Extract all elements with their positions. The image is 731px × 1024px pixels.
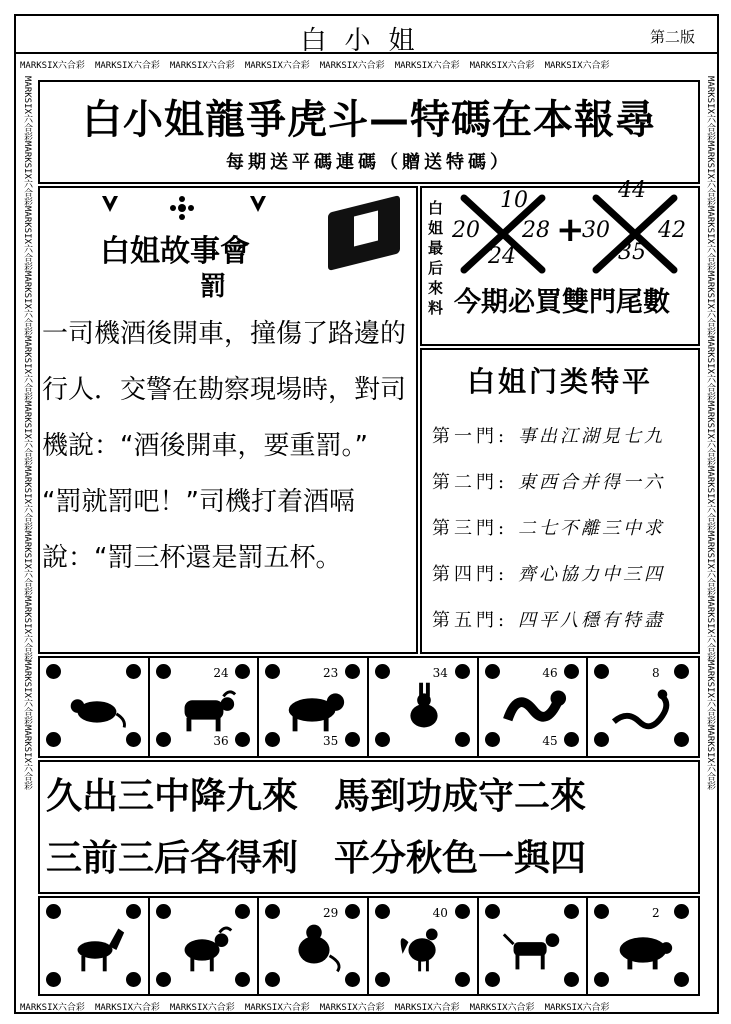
- watermark-text: MARKSIX六合彩: [705, 465, 715, 531]
- watermark-text: MARKSIX六合彩: [22, 465, 32, 531]
- number-ball-icon: [594, 972, 609, 987]
- zodiac-cell: [150, 898, 260, 994]
- number-ball-icon: [265, 732, 280, 747]
- number-item: 10: [500, 188, 528, 213]
- number-ball-icon: [594, 664, 609, 679]
- watermark-text: MARKSIX六合彩: [394, 1003, 460, 1013]
- zodiac-cell: [369, 898, 479, 994]
- watermark-text: MARKSIX六合彩: [169, 61, 235, 71]
- zodiac-cell: [150, 658, 260, 756]
- zodiac-number: 34: [432, 666, 448, 680]
- zodiac-cell: [588, 898, 698, 994]
- number-ball-icon: [455, 904, 470, 919]
- rooster-icon: [389, 920, 459, 976]
- zodiac-number: 8: [651, 666, 660, 680]
- watermark-text: MARKSIX六合彩: [705, 76, 715, 141]
- number-ball-icon: [156, 972, 171, 987]
- watermark-text: MARKSIX六合彩: [705, 400, 715, 466]
- rat-icon: [60, 680, 130, 736]
- number-ball-icon: [235, 904, 250, 919]
- number-ball-icon: [345, 664, 360, 679]
- watermark-strip-bottom: [20, 1000, 710, 1014]
- door-label: 第三門:: [432, 518, 509, 539]
- number-ball-icon: [46, 664, 61, 679]
- door-value: 齊心協力中三四: [518, 564, 665, 585]
- story-title: 白姐故事會: [100, 234, 250, 269]
- watermark-text: MARKSIX六合彩: [394, 61, 460, 71]
- dog-icon: [498, 920, 568, 976]
- headline-subtitle: 每期送平碼連碼（贈送特碼）: [226, 152, 512, 173]
- number-item: 24: [488, 244, 516, 269]
- number-ball-icon: [126, 904, 141, 919]
- number-ball-icon: [46, 972, 61, 987]
- door-row: [432, 418, 665, 452]
- watermark-text: MARKSIX六合彩: [544, 61, 610, 71]
- zodiac-cell: [259, 658, 369, 756]
- watermark-strip-left: [20, 76, 34, 996]
- zodiac-cell: [369, 658, 479, 756]
- tiger-icon: [279, 680, 349, 736]
- number-ball-icon: [594, 732, 609, 747]
- number-ball-icon: [485, 972, 500, 987]
- zodiac-number: 24: [213, 666, 229, 680]
- number-ball-icon: [375, 904, 390, 919]
- zodiac-cell: [40, 898, 150, 994]
- watermark-text: MARKSIX六合彩: [22, 660, 32, 726]
- flower-decoration-icon: [100, 192, 300, 226]
- number-ball-icon: [375, 664, 390, 679]
- watermark-text: MARKSIX六合彩: [20, 1003, 85, 1013]
- number-item: 28: [522, 218, 550, 243]
- door-value: 四平八穩有特盡: [518, 610, 665, 631]
- watermark-text: MARKSIX六合彩: [22, 400, 32, 466]
- door-label: 第一門:: [432, 426, 509, 447]
- doors-title: 白姐门类特平: [466, 365, 653, 398]
- horse-icon: [60, 920, 130, 976]
- door-label: 第四門:: [432, 564, 509, 585]
- number-item: 42: [658, 218, 686, 243]
- number-ball-icon: [345, 904, 360, 919]
- zodiac-number: 45: [542, 734, 558, 748]
- numbers-label: 白姐最后來料: [428, 199, 444, 317]
- number-ball-icon: [485, 664, 500, 679]
- number-ball-icon: [235, 664, 250, 679]
- number-ball-icon: [375, 732, 390, 747]
- number-ball-icon: [674, 664, 689, 679]
- watermark-strip-top: [20, 58, 710, 72]
- zodiac-number: 46: [542, 666, 558, 680]
- zodiac-row-bottom: [38, 896, 700, 996]
- poem-line: 久出三中降九來 馬到功成守二來: [46, 776, 587, 817]
- watermark-text: MARKSIX六合彩: [705, 530, 715, 596]
- watermark-text: MARKSIX六合彩: [469, 61, 535, 71]
- zodiac-number: 36: [213, 734, 229, 748]
- numbers-tip: 今期必買雙門尾數: [454, 287, 670, 318]
- watermark-text: MARKSIX六合彩: [22, 335, 32, 401]
- watermark-text: MARKSIX六合彩: [319, 61, 385, 71]
- door-row: [432, 464, 665, 498]
- zodiac-number: 40: [432, 906, 448, 920]
- watermark-text: MARKSIX六合彩: [544, 1003, 610, 1013]
- zodiac-number: 2: [651, 906, 660, 920]
- number-ball-icon: [594, 904, 609, 919]
- number-item: 35: [618, 240, 646, 265]
- zodiac-row-top: [38, 656, 700, 758]
- watermark-text: MARKSIX六合彩: [705, 205, 715, 271]
- book-icon: [328, 195, 400, 271]
- number-item: 30: [582, 218, 610, 243]
- edition-label: 第二版: [649, 28, 695, 46]
- door-value: 事出江湖見七九: [518, 426, 665, 447]
- zodiac-cell: [588, 658, 698, 756]
- snake-icon: [608, 680, 678, 736]
- numbers-box: [420, 178, 700, 346]
- number-ball-icon: [375, 972, 390, 987]
- number-ball-icon: [485, 904, 500, 919]
- number-ball-icon: [265, 904, 280, 919]
- watermark-strip-right: [703, 76, 717, 996]
- story-box: [38, 186, 418, 654]
- number-ball-icon: [156, 664, 171, 679]
- door-label: 第五門:: [432, 610, 509, 631]
- rabbit-icon: [389, 680, 459, 736]
- zodiac-number: 23: [322, 666, 339, 680]
- zodiac-cell: [479, 658, 589, 756]
- number-ball-icon: [156, 732, 171, 747]
- monkey-icon: [279, 920, 349, 976]
- door-row: [432, 602, 665, 636]
- zodiac-number: 29: [322, 906, 339, 920]
- watermark-text: MARKSIX六合彩: [705, 595, 715, 661]
- door-row: [432, 510, 665, 544]
- watermark-text: MARKSIX六合彩: [705, 140, 715, 206]
- watermark-text: MARKSIX六合彩: [705, 725, 715, 791]
- headline-box: [38, 80, 700, 184]
- zodiac-number: 35: [322, 734, 339, 748]
- door-value: 東西合并得一六: [518, 472, 665, 493]
- door-value: 二七不離三中求: [518, 518, 665, 539]
- story-text: 一司機酒後開車，撞傷了路邊的行人．交警在勘察現場時，對司機說：“酒後開車，要重罰。” “罰就罰吧！”司機打着酒嗝說：“罰三杯還是罰五杯。: [42, 319, 407, 573]
- number-ball-icon: [46, 904, 61, 919]
- watermark-text: MARKSIX六合彩: [22, 205, 32, 271]
- poem-box: [38, 760, 700, 894]
- watermark-text: MARKSIX六合彩: [94, 61, 160, 71]
- headline-title: 白小姐龍爭虎斗—特碼在本報尋: [82, 97, 656, 143]
- ox-icon: [169, 680, 239, 736]
- watermark-text: MARKSIX六合彩: [244, 61, 310, 71]
- number-ball-icon: [265, 972, 280, 987]
- watermark-text: MARKSIX六合彩: [94, 1003, 160, 1013]
- dragon-icon: [498, 680, 568, 736]
- watermark-text: MARKSIX六合彩: [22, 595, 32, 661]
- watermark-text: MARKSIX六合彩: [22, 140, 32, 206]
- number-ball-icon: [126, 664, 141, 679]
- number-ball-icon: [265, 664, 280, 679]
- number-item: 44: [618, 178, 646, 203]
- number-ball-icon: [46, 732, 61, 747]
- plus-icon: +: [556, 210, 585, 250]
- story-title-extra: 罰: [200, 272, 227, 302]
- watermark-text: MARKSIX六合彩: [705, 270, 715, 336]
- pig-icon: [608, 920, 678, 976]
- poem-line: 三前三后各得利 平分秋色一與四: [46, 838, 587, 879]
- door-row: [432, 556, 665, 590]
- watermark-text: MARKSIX六合彩: [22, 530, 32, 596]
- number-ball-icon: [156, 904, 171, 919]
- number-ball-icon: [674, 904, 689, 919]
- newspaper-title: 白小姐: [300, 26, 433, 56]
- zodiac-cell: [259, 898, 369, 994]
- watermark-text: MARKSIX六合彩: [469, 1003, 535, 1013]
- number-ball-icon: [485, 732, 500, 747]
- watermark-text: MARKSIX六合彩: [705, 335, 715, 401]
- watermark-text: MARKSIX六合彩: [169, 1003, 235, 1013]
- zodiac-cell: [479, 898, 589, 994]
- number-ball-icon: [564, 664, 579, 679]
- watermark-text: MARKSIX六合彩: [705, 660, 715, 726]
- zodiac-cell: [40, 658, 150, 756]
- watermark-text: MARKSIX六合彩: [20, 61, 85, 71]
- door-label: 第二門:: [432, 472, 509, 493]
- newspaper-header: [16, 16, 717, 54]
- watermark-text: MARKSIX六合彩: [22, 76, 32, 141]
- number-item: 20: [452, 218, 480, 243]
- watermark-text: MARKSIX六合彩: [244, 1003, 310, 1013]
- watermark-text: MARKSIX六合彩: [22, 270, 32, 336]
- goat-icon: [169, 920, 239, 976]
- number-ball-icon: [564, 904, 579, 919]
- doors-box: [420, 348, 700, 654]
- number-ball-icon: [455, 664, 470, 679]
- watermark-text: MARKSIX六合彩: [319, 1003, 385, 1013]
- watermark-text: MARKSIX六合彩: [22, 725, 32, 791]
